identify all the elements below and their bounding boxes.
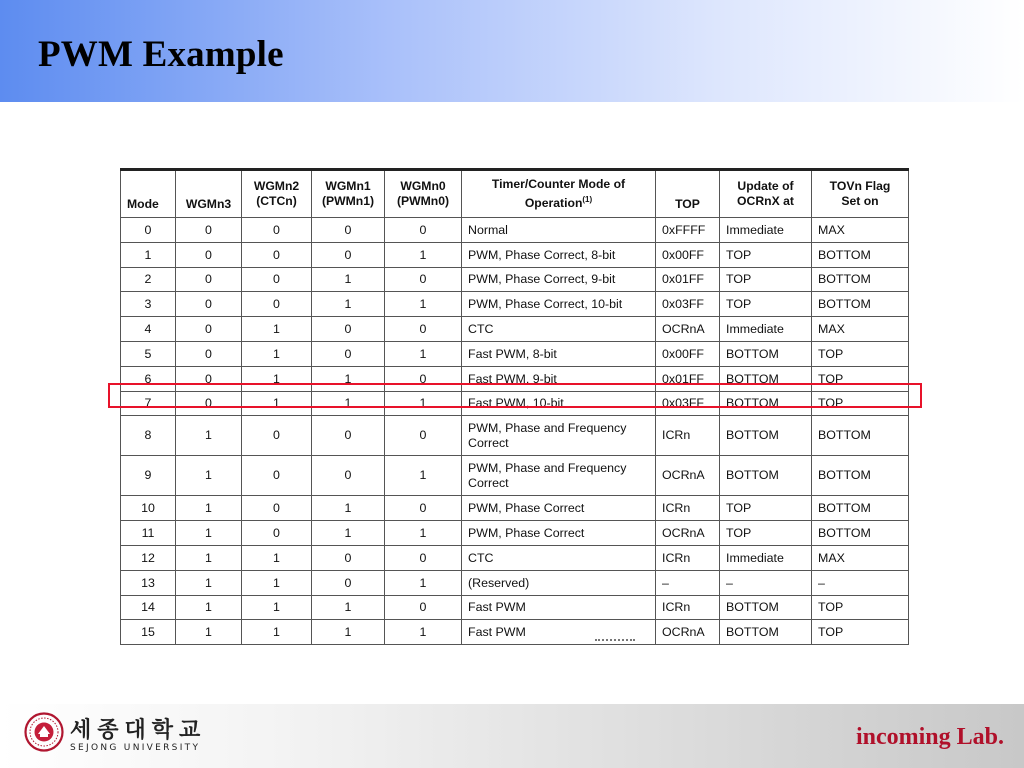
- cell-mode: 0: [121, 218, 176, 243]
- cell-operation: Fast PWM: [462, 595, 656, 620]
- cell-wgmn2: 1: [242, 391, 312, 416]
- cell-wgmn3: 0: [176, 341, 242, 366]
- header-ocr-update: Update of OCRnX at: [720, 170, 812, 218]
- mode-7-highlight-box: [108, 383, 922, 408]
- cell-ocr-update: TOP: [720, 496, 812, 521]
- cell-wgmn3: 1: [176, 595, 242, 620]
- cell-ocr-update: BOTTOM: [720, 366, 812, 391]
- cell-operation: PWM, Phase and Frequency Correct: [462, 456, 656, 496]
- cell-wgmn0: 0: [385, 496, 462, 521]
- cell-tov-flag: BOTTOM: [812, 521, 909, 546]
- cell-tov-flag: TOP: [812, 366, 909, 391]
- cell-operation: PWM, Phase Correct: [462, 496, 656, 521]
- cell-wgmn0: 0: [385, 545, 462, 570]
- cell-wgmn2: 0: [242, 496, 312, 521]
- cell-wgmn3: 0: [176, 292, 242, 317]
- cell-wgmn3: 1: [176, 545, 242, 570]
- cell-ocr-update: TOP: [720, 521, 812, 546]
- table-row: [121, 456, 909, 496]
- cell-wgmn1: 1: [312, 267, 385, 292]
- table-row: [121, 595, 909, 620]
- table-row: [121, 416, 909, 456]
- cell-ocr-update: BOTTOM: [720, 391, 812, 416]
- header-mode: Mode: [121, 170, 176, 218]
- cell-wgmn2: 0: [242, 456, 312, 496]
- cell-mode: 9: [121, 456, 176, 496]
- cell-top: ICRn: [656, 595, 720, 620]
- cell-top: ICRn: [656, 545, 720, 570]
- cell-ocr-update: TOP: [720, 292, 812, 317]
- university-seal-icon: [24, 712, 64, 752]
- cell-wgmn3: 0: [176, 242, 242, 267]
- cell-wgmn1: 0: [312, 545, 385, 570]
- cell-wgmn2: 1: [242, 366, 312, 391]
- cell-wgmn0: 1: [385, 456, 462, 496]
- cell-ocr-update: BOTTOM: [720, 595, 812, 620]
- cell-mode: 7: [121, 391, 176, 416]
- cell-wgmn3: 0: [176, 366, 242, 391]
- cell-tov-flag: MAX: [812, 545, 909, 570]
- cell-mode: 10: [121, 496, 176, 521]
- cell-wgmn0: 1: [385, 391, 462, 416]
- cell-mode: 5: [121, 341, 176, 366]
- cell-wgmn0: 1: [385, 242, 462, 267]
- cell-mode: 12: [121, 545, 176, 570]
- cell-top: OCRnA: [656, 620, 720, 645]
- cell-ocr-update: Immediate: [720, 545, 812, 570]
- cell-mode: 3: [121, 292, 176, 317]
- university-name-english: SEJONG UNIVERSITY: [70, 743, 201, 753]
- cell-tov-flag: BOTTOM: [812, 242, 909, 267]
- cell-ocr-update: TOP: [720, 242, 812, 267]
- cell-top: ICRn: [656, 496, 720, 521]
- table-row: [121, 496, 909, 521]
- table-row: [121, 267, 909, 292]
- cell-wgmn2: 0: [242, 267, 312, 292]
- cell-operation: Normal: [462, 218, 656, 243]
- cell-wgmn3: 1: [176, 416, 242, 456]
- cell-operation: Fast PWM: [462, 620, 656, 645]
- slide-title: PWM Example: [38, 34, 284, 75]
- cell-operation: Fast PWM, 10-bit: [462, 391, 656, 416]
- cell-wgmn2: 1: [242, 620, 312, 645]
- cell-ocr-update: BOTTOM: [720, 620, 812, 645]
- cell-wgmn2: 1: [242, 570, 312, 595]
- cell-wgmn1: 0: [312, 242, 385, 267]
- cell-top: 0x00FF: [656, 341, 720, 366]
- cell-mode: 15: [121, 620, 176, 645]
- cell-wgmn2: 0: [242, 521, 312, 546]
- cell-mode: 6: [121, 366, 176, 391]
- lab-name: incoming Lab.: [855, 724, 1004, 750]
- table-row: [121, 545, 909, 570]
- cell-operation: PWM, Phase Correct, 10-bit: [462, 292, 656, 317]
- cell-wgmn1: 1: [312, 366, 385, 391]
- table-row: [121, 620, 909, 645]
- cell-wgmn1: 1: [312, 620, 385, 645]
- cell-operation: PWM, Phase and Frequency Correct: [462, 416, 656, 456]
- cell-top: 0x03FF: [656, 391, 720, 416]
- cell-wgmn2: 0: [242, 218, 312, 243]
- cell-wgmn1: 1: [312, 292, 385, 317]
- cell-wgmn1: 1: [312, 496, 385, 521]
- cell-mode: 14: [121, 595, 176, 620]
- cell-tov-flag: BOTTOM: [812, 292, 909, 317]
- cell-wgmn0: 1: [385, 521, 462, 546]
- table-row: [121, 292, 909, 317]
- table-row: [121, 570, 909, 595]
- header-tov-flag: TOVn Flag Set on: [812, 170, 909, 218]
- cell-wgmn3: 1: [176, 456, 242, 496]
- cell-ocr-update: BOTTOM: [720, 456, 812, 496]
- cell-wgmn2: 1: [242, 545, 312, 570]
- cell-wgmn2: 0: [242, 242, 312, 267]
- cell-operation: Fast PWM, 9-bit: [462, 366, 656, 391]
- cell-wgmn0: 1: [385, 620, 462, 645]
- clipped-caption-fragment: [595, 639, 635, 645]
- cell-wgmn1: 1: [312, 391, 385, 416]
- cell-wgmn0: 0: [385, 317, 462, 342]
- table-row: [121, 521, 909, 546]
- cell-tov-flag: BOTTOM: [812, 267, 909, 292]
- table-header-row: [121, 170, 909, 218]
- cell-wgmn2: 1: [242, 595, 312, 620]
- cell-tov-flag: TOP: [812, 595, 909, 620]
- cell-operation: PWM, Phase Correct, 9-bit: [462, 267, 656, 292]
- cell-operation: (Reserved): [462, 570, 656, 595]
- cell-ocr-update: BOTTOM: [720, 341, 812, 366]
- header-operation: Timer/Counter Mode of Operation$^{(1)}$: [462, 170, 656, 218]
- cell-wgmn3: 1: [176, 620, 242, 645]
- cell-tov-flag: BOTTOM: [812, 416, 909, 456]
- cell-wgmn1: 1: [312, 521, 385, 546]
- cell-wgmn2: 1: [242, 341, 312, 366]
- cell-wgmn3: 0: [176, 267, 242, 292]
- cell-ocr-update: BOTTOM: [720, 416, 812, 456]
- cell-operation: PWM, Phase Correct, 8-bit: [462, 242, 656, 267]
- cell-wgmn3: 0: [176, 317, 242, 342]
- cell-operation: Fast PWM, 8-bit: [462, 341, 656, 366]
- cell-wgmn0: 0: [385, 218, 462, 243]
- cell-operation: CTC: [462, 317, 656, 342]
- cell-wgmn0: 1: [385, 292, 462, 317]
- cell-wgmn3: 1: [176, 496, 242, 521]
- cell-ocr-update: –: [720, 570, 812, 595]
- cell-ocr-update: Immediate: [720, 218, 812, 243]
- cell-wgmn1: 1: [312, 595, 385, 620]
- cell-wgmn3: 0: [176, 218, 242, 243]
- table-row: [121, 242, 909, 267]
- cell-wgmn2: 1: [242, 317, 312, 342]
- cell-top: ICRn: [656, 416, 720, 456]
- table-row: [121, 341, 909, 366]
- cell-operation: CTC: [462, 545, 656, 570]
- cell-top: 0x03FF: [656, 292, 720, 317]
- cell-top: 0x01FF: [656, 267, 720, 292]
- cell-mode: 13: [121, 570, 176, 595]
- cell-top: –: [656, 570, 720, 595]
- cell-wgmn1: 0: [312, 317, 385, 342]
- cell-wgmn3: 1: [176, 570, 242, 595]
- cell-tov-flag: BOTTOM: [812, 456, 909, 496]
- header-wgmn3: WGMn3: [176, 170, 242, 218]
- header-wgmn2: WGMn2 (CTCn): [242, 170, 312, 218]
- cell-wgmn0: 0: [385, 595, 462, 620]
- cell-mode: 8: [121, 416, 176, 456]
- cell-tov-flag: BOTTOM: [812, 496, 909, 521]
- header-top: TOP: [656, 170, 720, 218]
- header-wgmn1: WGMn1 (PWMn1): [312, 170, 385, 218]
- cell-wgmn1: 0: [312, 416, 385, 456]
- table-body: [121, 218, 909, 645]
- cell-ocr-update: TOP: [720, 267, 812, 292]
- cell-top: OCRnA: [656, 456, 720, 496]
- cell-tov-flag: TOP: [812, 341, 909, 366]
- table-row: [121, 317, 909, 342]
- cell-mode: 2: [121, 267, 176, 292]
- cell-wgmn0: 0: [385, 267, 462, 292]
- cell-tov-flag: TOP: [812, 620, 909, 645]
- cell-top: 0x00FF: [656, 242, 720, 267]
- cell-wgmn1: 0: [312, 218, 385, 243]
- cell-wgmn1: 0: [312, 570, 385, 595]
- cell-top: OCRnA: [656, 317, 720, 342]
- cell-mode: 4: [121, 317, 176, 342]
- cell-wgmn3: 1: [176, 521, 242, 546]
- table-row: [121, 218, 909, 243]
- cell-ocr-update: Immediate: [720, 317, 812, 342]
- cell-wgmn0: 1: [385, 570, 462, 595]
- cell-wgmn2: 0: [242, 292, 312, 317]
- cell-top: 0xFFFF: [656, 218, 720, 243]
- cell-wgmn2: 0: [242, 416, 312, 456]
- cell-wgmn1: 0: [312, 341, 385, 366]
- cell-wgmn3: 0: [176, 391, 242, 416]
- cell-mode: 1: [121, 242, 176, 267]
- cell-top: OCRnA: [656, 521, 720, 546]
- cell-mode: 11: [121, 521, 176, 546]
- cell-tov-flag: TOP: [812, 391, 909, 416]
- cell-operation: PWM, Phase Correct: [462, 521, 656, 546]
- cell-tov-flag: MAX: [812, 317, 909, 342]
- cell-wgmn0: 1: [385, 341, 462, 366]
- cell-tov-flag: MAX: [812, 218, 909, 243]
- cell-wgmn1: 0: [312, 456, 385, 496]
- cell-wgmn0: 0: [385, 366, 462, 391]
- cell-top: 0x01FF: [656, 366, 720, 391]
- header-wgmn0: WGMn0 (PWMn0): [385, 170, 462, 218]
- cell-wgmn0: 0: [385, 416, 462, 456]
- university-name-korean: 세종대학교: [70, 718, 207, 743]
- cell-tov-flag: –: [812, 570, 909, 595]
